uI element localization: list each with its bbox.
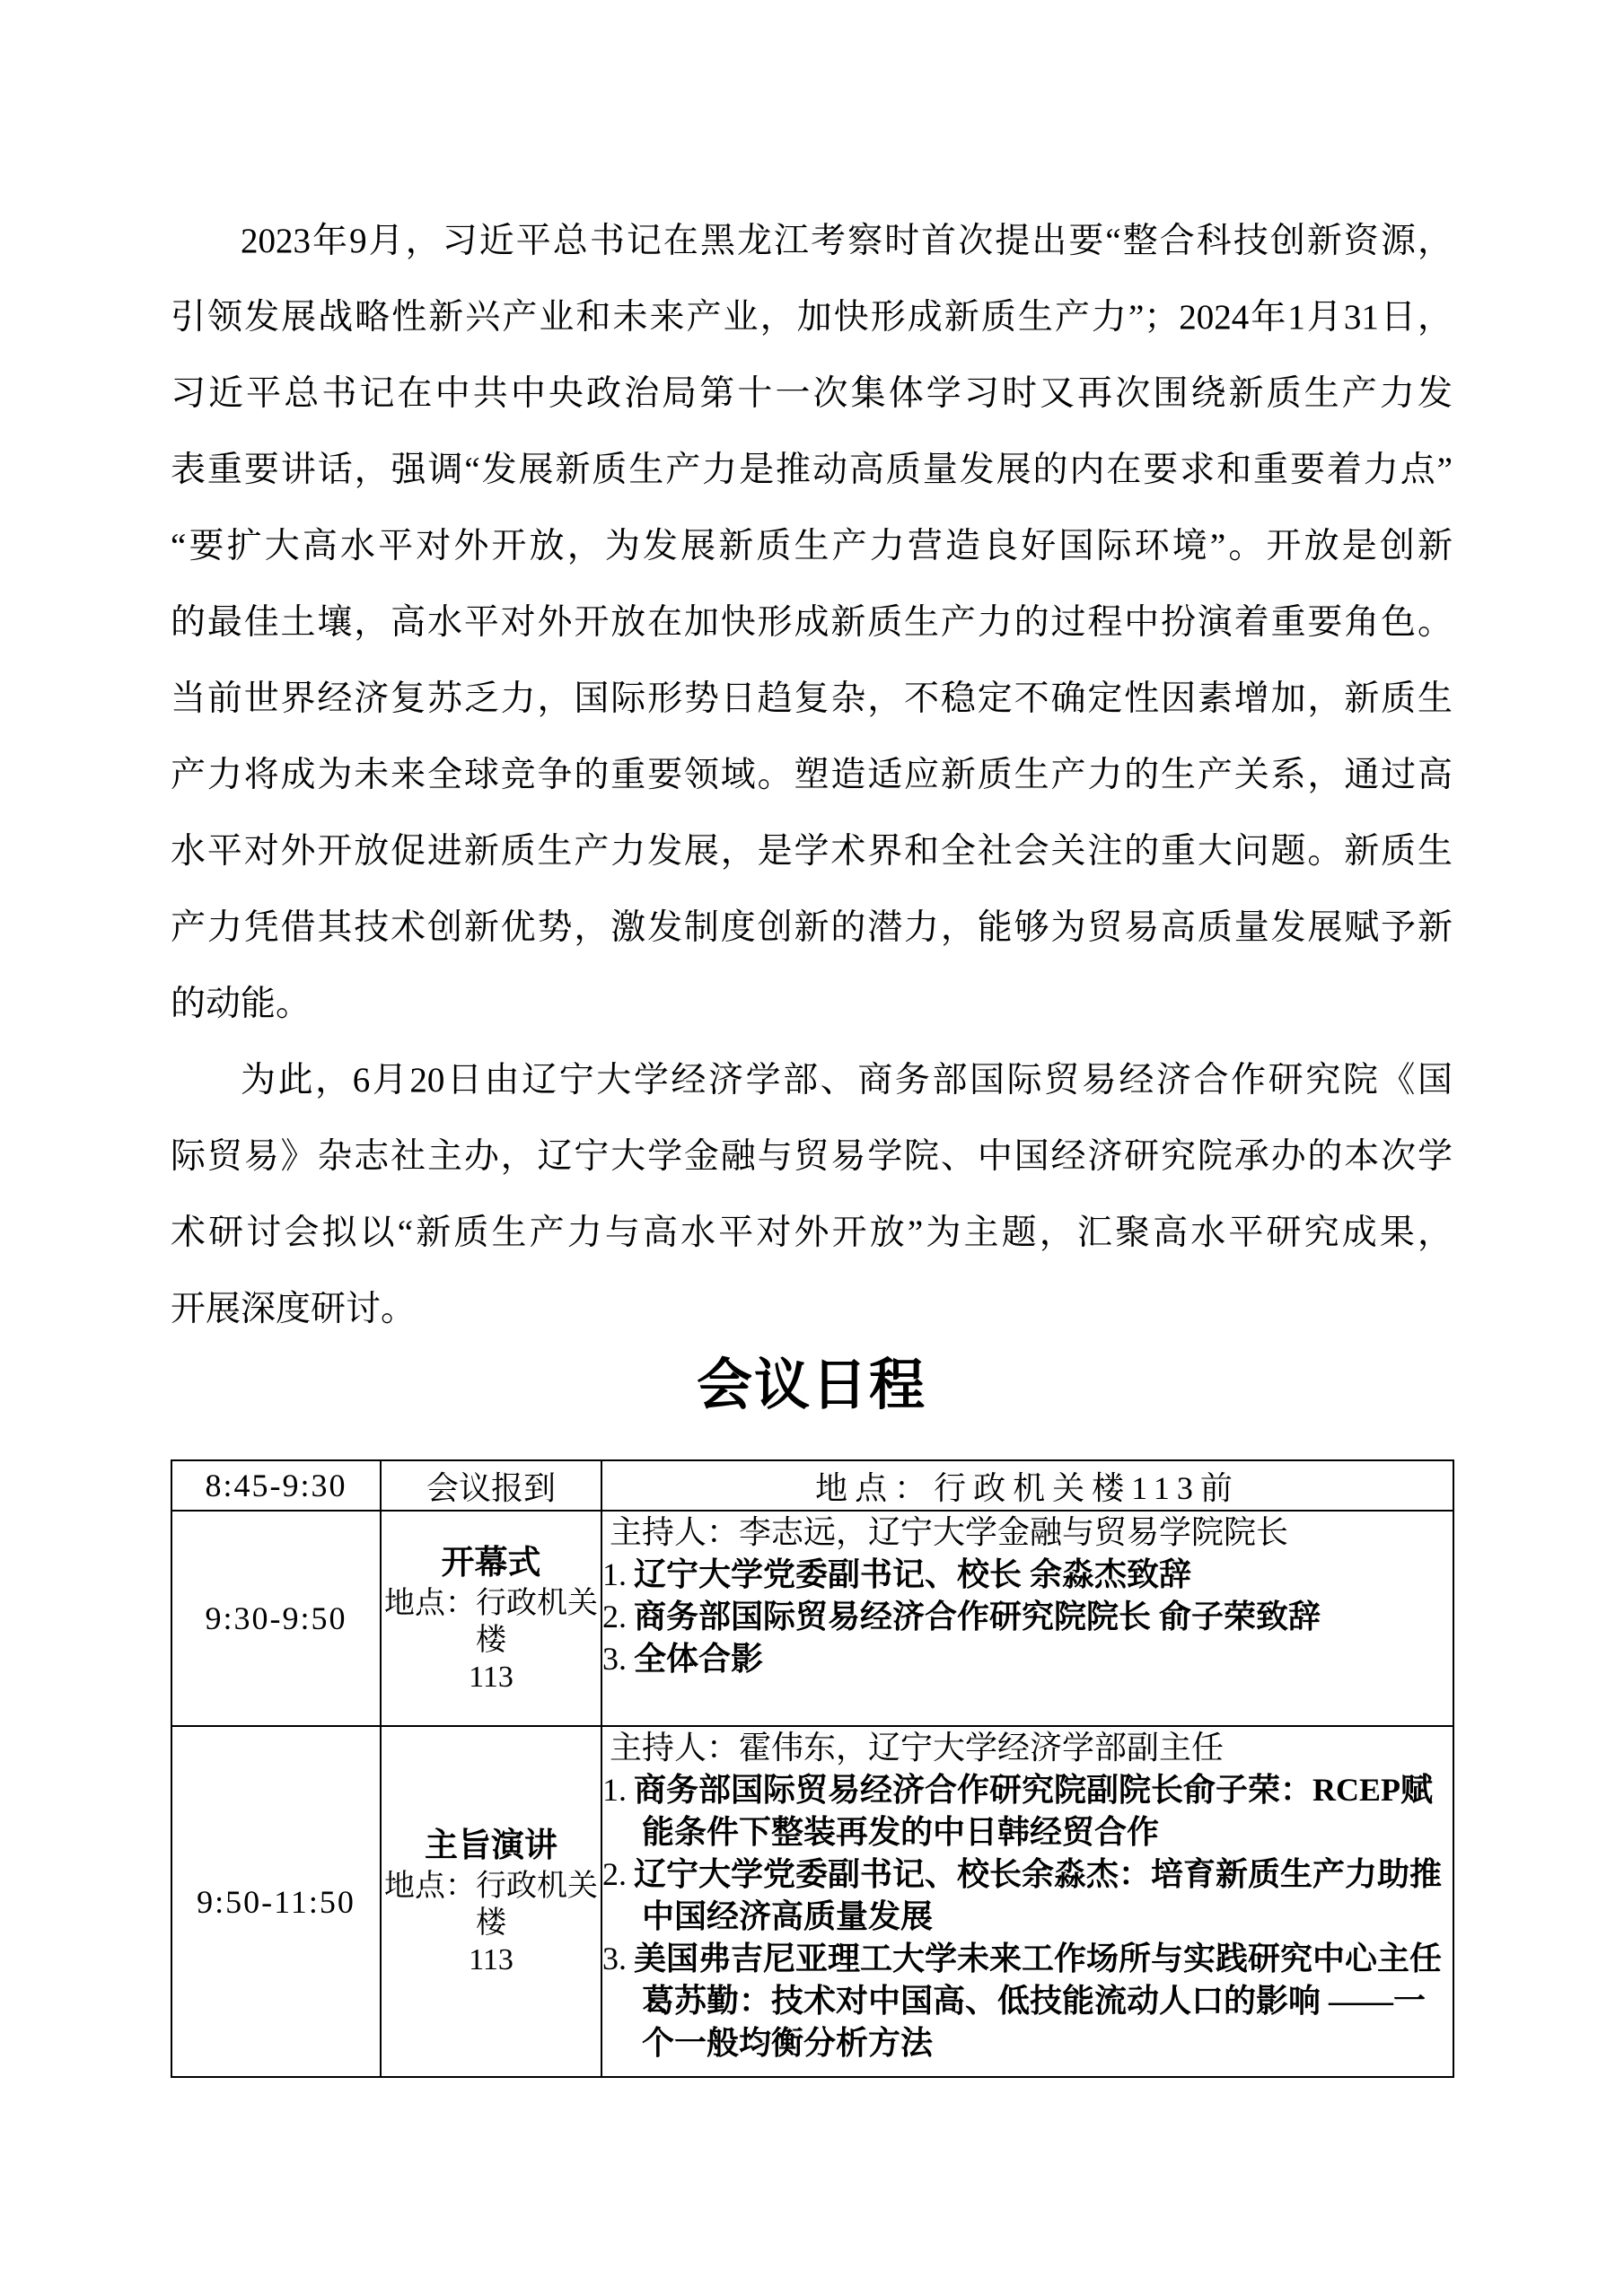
paragraph-line: 引领发展战略性新兴产业和未来产业，加快形成新质生产力”；2024年1月31日，: [171, 298, 1453, 337]
agenda-item: [602, 1638, 1453, 1680]
host-line: 主持人：李志远，辽宁大学金融与贸易学院院长: [610, 1514, 1289, 1550]
session-location-line: 楼: [476, 1906, 506, 1940]
paragraph-line: 为此，6月20日由辽宁大学经济学部、商务部国际贸易经济合作研究院《国: [241, 1061, 1453, 1100]
paragraph-line: 开展深度研讨。: [171, 1290, 417, 1328]
session-location-line: 113: [469, 1660, 514, 1694]
paragraph-line: 产力凭借其技术创新优势，激发制度创新的潜力，能够为贸易高质量发展赋予新: [171, 908, 1453, 947]
session-location-line: 113: [469, 1943, 514, 1976]
agenda-item: [602, 1554, 1453, 1596]
session-location-line: 地点：行政机关: [384, 1586, 598, 1620]
paragraph-line: 的最佳土壤，高水平对外开放在加快形成新质生产力的过程中扮演着重要角色。: [171, 603, 1453, 642]
schedule-row: [171, 1460, 1453, 1511]
paragraph-line: 2023年9月，习近平总书记在黑龙江考察时首次提出要“整合科技创新资源，: [241, 222, 1453, 260]
agenda-item-text: 辽宁大学党委副书记、校长 余淼杰致辞: [634, 1556, 1192, 1592]
paragraph-line: 际贸易》杂志社主办，辽宁大学金融与贸易学院、中国经济研究院承办的本次学: [171, 1137, 1453, 1176]
paragraph-line: 术研讨会拟以“新质生产力与高水平对外开放”为主题，汇聚高水平研究成果，: [171, 1214, 1453, 1252]
time-cell: 9:50-11:50: [171, 1726, 381, 2077]
agenda-item-number: 2.: [602, 1599, 627, 1634]
agenda-item: [602, 1853, 1453, 1938]
agenda-item: [602, 1769, 1453, 1853]
paragraph: [171, 1042, 1453, 1347]
agenda-item: [602, 1938, 1453, 2064]
agenda-item-number: 3.: [602, 1941, 627, 1976]
paragraph-line: 水平对外开放促进新质生产力发展，是学术界和全社会关注的重大问题。新质生: [171, 832, 1453, 871]
schedule-row: [171, 1726, 1453, 2077]
paragraph-line: 当前世界经济复苏乏力，国际形势日趋复杂，不稳定不确定性因素增加，新质生: [171, 679, 1453, 718]
session-name: 开幕式: [441, 1544, 541, 1582]
document-body: [171, 203, 1453, 2078]
agenda-item-text: 商务部国际贸易经济合作研究院院长 俞子荣致辞: [634, 1599, 1321, 1634]
agenda-item-number: 3.: [602, 1641, 627, 1677]
session-cell: 会议报到: [381, 1460, 601, 1511]
agenda-item-text: 商务部国际贸易经济合作研究院副院长俞子荣：RCEP赋能条件下整装再发的中日韩经贸合作: [634, 1772, 1433, 1850]
session-cell: [381, 1511, 601, 1726]
agenda-title: 会议日程: [696, 1355, 926, 1416]
paragraph-line: 习近平总书记在中共中央政治局第十一次集体学习时又再次围绕新质生产力发: [171, 374, 1453, 413]
agenda-item-text: 美国弗吉尼亚理工大学未来工作场所与实践研究中心主任葛苏勤：技术对中国高、低技能流动人口的影响 ——一个一般均衡分析方法: [634, 1941, 1443, 2061]
schedule-row: [171, 1511, 1453, 1726]
agenda-item-number: 1.: [602, 1772, 627, 1808]
session-name: 主旨演讲: [425, 1827, 557, 1864]
session-location-line: 楼: [476, 1623, 506, 1657]
agenda-item-number: 1.: [602, 1556, 627, 1592]
location-note-cell: 地点：行政机关楼113前: [601, 1460, 1453, 1511]
schedule-table: [171, 1459, 1454, 2078]
agenda-item: [602, 1596, 1453, 1638]
detail-cell: [601, 1726, 1453, 2077]
paragraph-line: 的动能。: [171, 985, 312, 1023]
agenda-item-text: 全体合影: [634, 1641, 764, 1677]
host-line: 主持人：霍伟东，辽宁大学经济学部副主任: [610, 1730, 1225, 1766]
time-cell: 9:30-9:50: [171, 1511, 381, 1726]
time-cell: 8:45-9:30: [171, 1460, 381, 1511]
paragraph-line: “要扩大高水平对外开放，为发展新质生产力营造良好国际环境”。开放是创新: [171, 527, 1453, 565]
paragraph: [171, 203, 1453, 1042]
paragraph-line: 表重要讲话，强调“发展新质生产力是推动高质量发展的内在要求和重要着力点”: [171, 451, 1453, 489]
detail-cell: [601, 1511, 1453, 1726]
agenda-item-number: 2.: [602, 1856, 627, 1892]
agenda-item-text: 辽宁大学党委副书记、校长余淼杰：培育新质生产力助推中国经济高质量发展: [634, 1856, 1443, 1934]
paragraph-line: 产力将成为未来全球竞争的重要领域。塑造适应新质生产力的生产关系，通过高: [171, 756, 1453, 794]
session-cell: [381, 1726, 601, 2077]
session-location-line: 地点：行政机关: [384, 1870, 598, 1903]
body-paragraphs: [171, 203, 1453, 1347]
